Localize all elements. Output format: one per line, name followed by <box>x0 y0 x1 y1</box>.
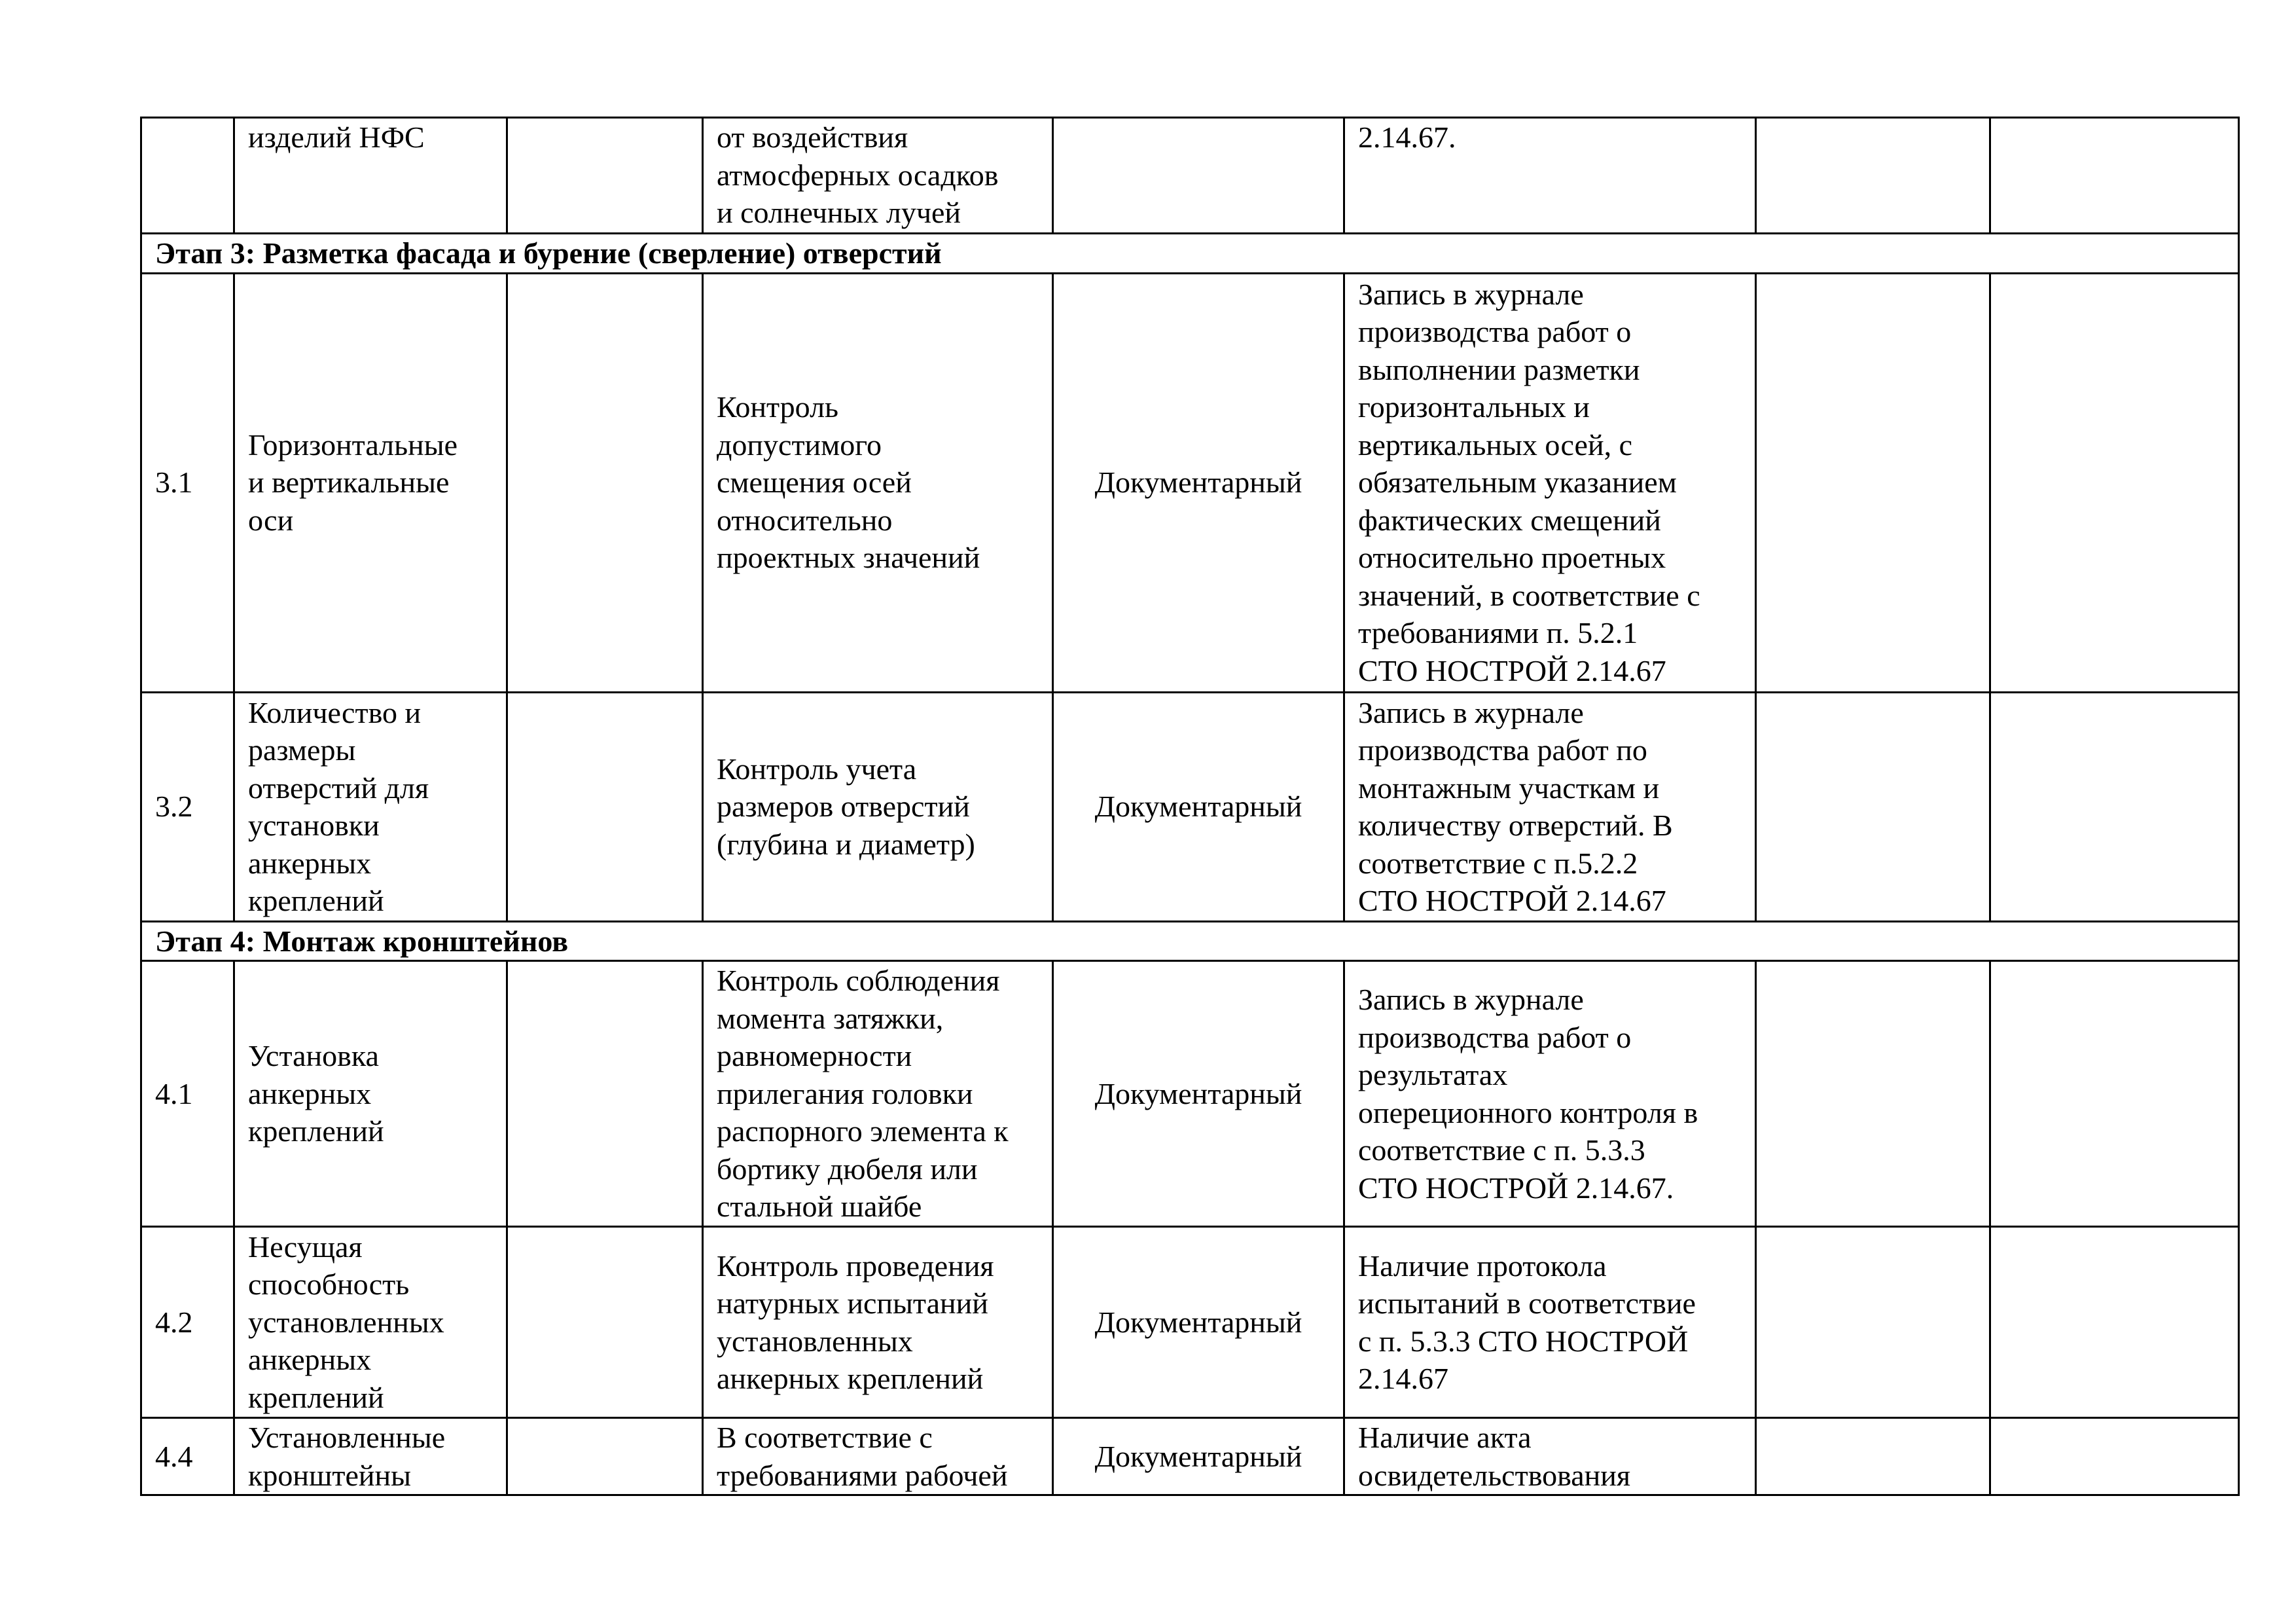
stage-3-heading: Этап 3: Разметка фасада и бурение (сверление) отверстий <box>141 234 2239 274</box>
empty-cell <box>1756 961 1990 1227</box>
table-row <box>141 961 2239 1227</box>
table-row <box>141 118 2239 234</box>
empty-cell <box>1756 118 1990 234</box>
row-number-cell: 4.4 <box>141 1418 234 1495</box>
empty-cell <box>507 1227 703 1418</box>
empty-cell <box>1990 692 2239 921</box>
empty-cell <box>507 1418 703 1495</box>
empty-cell <box>1756 273 1990 692</box>
method-cell: Документарный <box>1053 692 1344 921</box>
empty-cell <box>1990 961 2239 1227</box>
document-cell: Наличие протокола испытаний в соответствие с п. 5.3.3 СТО НОСТРОЙ 2.14.67 <box>1344 1227 1756 1418</box>
parameter-cell: Горизонтальные и вертикальные оси <box>234 273 507 692</box>
parameter-cell: изделий НФС <box>234 118 507 234</box>
table-row <box>141 1227 2239 1418</box>
row-number-cell: 3.1 <box>141 273 234 692</box>
control-cell: Контроль соблюдения момента затяжки, равномерности прилегания головки распорного элемента к бортику дюбеля или стальной шайбе <box>703 961 1053 1227</box>
empty-cell <box>1756 1418 1990 1495</box>
table-row <box>141 273 2239 692</box>
control-cell: Контроль учета размеров отверстий (глубина и диаметр) <box>703 692 1053 921</box>
document-cell: Запись в журнале производства работ о результатах опереционного контроля в соответствие с п. 5.3.3 СТО НОСТРОЙ 2.14.67. <box>1344 961 1756 1227</box>
table-row <box>141 1418 2239 1495</box>
empty-cell <box>1990 1418 2239 1495</box>
stage-header-row <box>141 234 2239 274</box>
inspection-table <box>140 117 2240 1496</box>
empty-cell <box>1990 273 2239 692</box>
method-cell <box>1053 118 1344 234</box>
empty-cell <box>507 118 703 234</box>
parameter-cell: Несущая способность установленных анкерных креплений <box>234 1227 507 1418</box>
method-cell: Документарный <box>1053 1227 1344 1418</box>
empty-cell <box>1756 1227 1990 1418</box>
method-cell: Документарный <box>1053 273 1344 692</box>
control-cell: Контроль допустимого смещения осей относительно проектных значений <box>703 273 1053 692</box>
method-cell: Документарный <box>1053 961 1344 1227</box>
row-number-cell: 4.1 <box>141 961 234 1227</box>
stage-4-heading: Этап 4: Монтаж кронштейнов <box>141 921 2239 961</box>
table-row <box>141 692 2239 921</box>
parameter-cell: Установка анкерных креплений <box>234 961 507 1227</box>
empty-cell <box>507 961 703 1227</box>
control-cell: Контроль проведения натурных испытаний установленных анкерных креплений <box>703 1227 1053 1418</box>
row-number-cell: 4.2 <box>141 1227 234 1418</box>
method-cell: Документарный <box>1053 1418 1344 1495</box>
document-cell: Запись в журнале производства работ по монтажным участкам и количеству отверстий. В соответствие с п.5.2.2 СТО НОСТРОЙ 2.14.67 <box>1344 692 1756 921</box>
row-number-cell: 3.2 <box>141 692 234 921</box>
empty-cell <box>507 692 703 921</box>
row-number-cell <box>141 118 234 234</box>
empty-cell <box>1990 1227 2239 1418</box>
document-cell: Запись в журнале производства работ о выполнении разметки горизонтальных и вертикальных осей, с обязательным указанием фактических смещений относительно проетных значений, в соответствие с требованиями п. 5.2.1 СТО НОСТРОЙ 2.14.67 <box>1344 273 1756 692</box>
control-cell: от воздействия атмосферных осадков и солнечных лучей <box>703 118 1053 234</box>
empty-cell <box>1756 692 1990 921</box>
empty-cell <box>507 273 703 692</box>
stage-header-row <box>141 921 2239 961</box>
document-cell: Наличие акта освидетельствования <box>1344 1418 1756 1495</box>
control-cell: В соответствие с требованиями рабочей <box>703 1418 1053 1495</box>
parameter-cell: Установленные кронштейны <box>234 1418 507 1495</box>
document-cell: 2.14.67. <box>1344 118 1756 234</box>
empty-cell <box>1990 118 2239 234</box>
parameter-cell: Количество и размеры отверстий для установки анкерных креплений <box>234 692 507 921</box>
